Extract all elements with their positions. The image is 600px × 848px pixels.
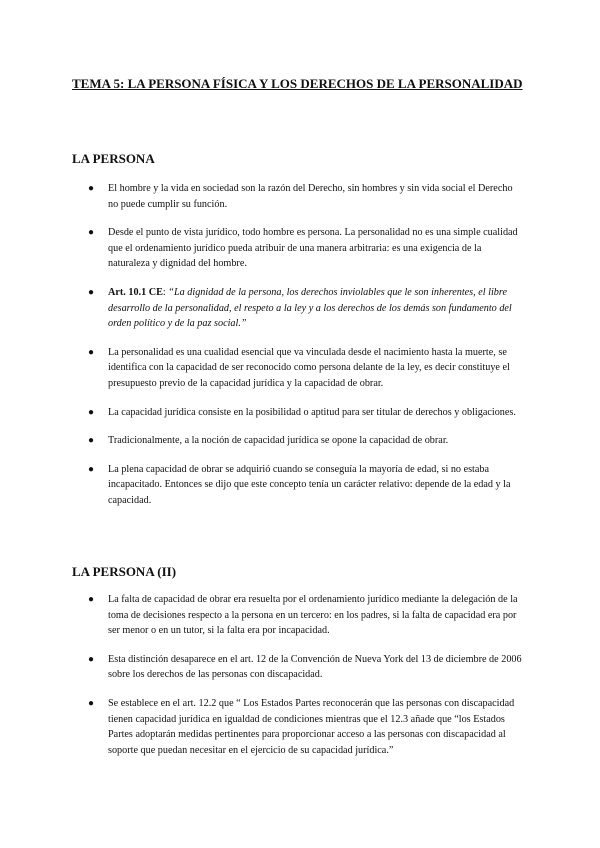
bullet-list-la-persona-ii bbox=[0, 592, 600, 771]
list-item bbox=[0, 345, 600, 392]
document-title: TEMA 5: LA PERSONA FÍSICA Y LOS DERECHOS DE LA PERSONALIDAD bbox=[72, 76, 523, 91]
bullet-list-la-persona bbox=[0, 181, 600, 522]
list-item bbox=[0, 462, 600, 509]
article-quote-text: “La dignidad de la persona, los derechos inviolables que le son inherentes, el libre desarrollo de la personalidad, el respeto a la ley y a los derechos de los demás son fundamento del orden político y de la paz social.” bbox=[108, 286, 512, 330]
article-separator: : bbox=[162, 286, 169, 298]
list-item-text: El hombre y la vida en sociedad son la razón del Derecho, sin hombres y sin vida social el Derecho no puede cumplir su función. bbox=[108, 183, 513, 210]
bullet-icon: ● bbox=[88, 594, 95, 605]
section-heading-la-persona: LA PERSONA bbox=[72, 151, 155, 166]
section-heading-la-persona-ii: LA PERSONA (II) bbox=[72, 564, 177, 579]
list-item-text: La plena capacidad de obrar se adquirió cuando se conseguía la mayoría de edad, si no estaba incapacitado. Entonces se dijo que este concepto tenía un carácter relativo: depende de la edad y la capacidad. bbox=[108, 463, 511, 506]
list-item-text: La capacidad jurídica consiste en la posibilidad o aptitud para ser titular de derechos y obligaciones. bbox=[108, 406, 516, 418]
list-item bbox=[0, 181, 600, 212]
bullet-icon: ● bbox=[88, 653, 95, 665]
list-item-text: Tradicionalmente, a la noción de capacidad jurídica se opone la capacidad de obrar. bbox=[108, 435, 449, 447]
list-item-text: La personalidad es una cualidad esencial que va vinculada desde el nacimiento hasta la muerte, se identifica con la capacidad de ser reconocido como persona delante de la ley, es decir constituye el presupuesto previo de la capacidad jurídica y la capacidad de obrar. bbox=[108, 346, 510, 389]
bullet-icon: ● bbox=[88, 227, 95, 239]
bullet-icon: ● bbox=[88, 183, 95, 194]
bullet-icon: ● bbox=[88, 406, 95, 418]
list-item-text: Se establece en el art. 12.2 que “ Los Estados Partes reconocerán que las personas con discapacidad tienen capacidad jurídica en igualdad de condiciones mientras que el 12.3 añade que “los Estados Partes adoptarán medidas pertinentes para proporcionar acceso a las personas con discapacidad al soporte que puedan necesitar en el ejercicio de su capacidad jurídica.” bbox=[108, 697, 515, 756]
article-reference-label: Art. 10.1 CE bbox=[108, 286, 163, 298]
list-item bbox=[0, 433, 600, 449]
list-item-text: La falta de capacidad de obrar era resuelta por el ordenamiento jurídico mediante la delegación de la toma de decisiones respecto a la persona en un tercero: en los padres, si la falta de capacidad era por ser menor o en un tutor, si la falta era por incapacidad. bbox=[108, 594, 518, 637]
list-item-text: Esta distinción desaparece en el art. 12 de la Convención de Nueva York del 13 de diciembre de 2006 sobre los derechos de las personas con discapacidad. bbox=[108, 653, 522, 681]
list-item bbox=[0, 225, 600, 272]
list-item bbox=[0, 405, 600, 421]
list-item-text: Desde el punto de vista jurídico, todo hombre es persona. La personalidad no es una simple cualidad que el ordenamiento jurídico pueda atribuir de una manera arbitraria: es una exigencia de la naturaleza y dignidad del hombre. bbox=[108, 227, 518, 270]
bullet-icon: ● bbox=[88, 286, 95, 298]
list-item bbox=[0, 696, 600, 758]
list-item bbox=[0, 592, 600, 639]
bullet-icon: ● bbox=[88, 346, 95, 358]
bullet-icon: ● bbox=[88, 463, 95, 475]
list-item-article-quote bbox=[0, 285, 600, 332]
bullet-icon: ● bbox=[88, 435, 95, 447]
list-item bbox=[0, 652, 600, 683]
bullet-icon: ● bbox=[88, 697, 95, 709]
